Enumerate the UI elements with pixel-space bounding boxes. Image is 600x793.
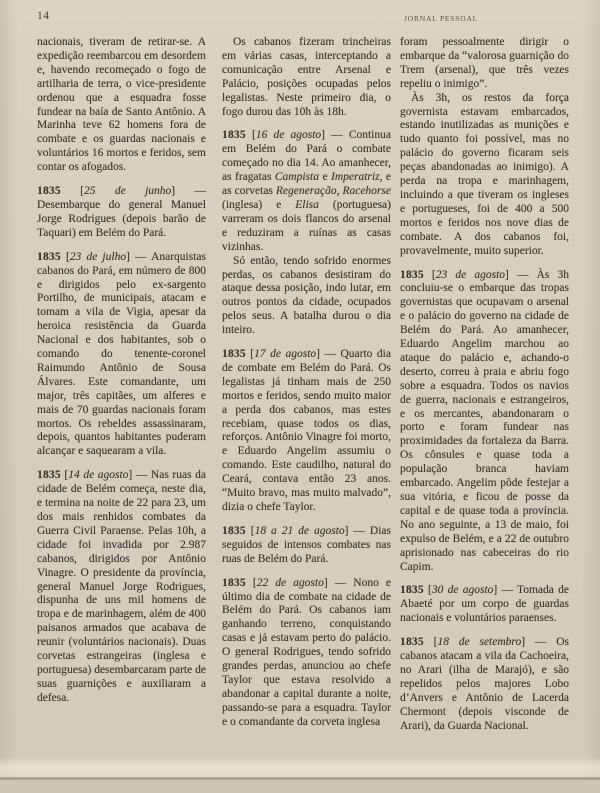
scan-bottom-strip xyxy=(0,780,600,793)
paragraph: foram pessoalmente dirigir o embarque da “valorosa guarnição do Trem (arsenal), que três vezes repeliu o inimigo”. xyxy=(400,36,569,90)
timeline-entry: 1835 [30 de agosto] — Tomada de Abaeté por um corpo de guardas nacionais e voluntários paraenses. xyxy=(400,584,569,625)
paragraph: nacionais, tiveram de retirar-se. A expedição reembarcou em desordem e, havendo recomeçado o fogo de artilharia de terra, o vice-presidente ordenou que a esquadra fosse fundear na baía de Santo Antônio. A Marinha teve 62 homens fora de combate e os guardas nacionais e voluntários 16 mortos e feridos, sem contar os afogados. xyxy=(37,36,206,174)
timeline-entry: 1835 [16 de agosto] — Continua em Belém do Pará o combate começado no dia 14. Ao amanhecer, as fragatas Campista e Imperatriz, e as corvetas Regeneração, Racehorse (inglesa) e Elisa (portuguesa) varreram os dois flancos do arsenal e reduziram a ruínas as casas vizinhas. xyxy=(222,129,391,253)
entry-date: 18 a 21 de agosto xyxy=(254,524,345,537)
timeline-entry: 1835 [18 de setembro] — Os cabanos atacam a vila da Cachoeira, no Arari (ilha de Marajó), e são repelidos pelos majores Lobo d’Anvers e Antônio de Lacerda Chermont (depois visconde de Arari), da Guarda Nacional. xyxy=(400,636,569,732)
entry-year: 1835 xyxy=(400,636,424,649)
running-head: JORNAL PESSOAL xyxy=(404,14,479,23)
entry-year: 1835 xyxy=(400,584,424,597)
entry-year: 1835 xyxy=(400,268,424,281)
text-column-1 xyxy=(37,36,206,706)
entry-year: 1835 xyxy=(222,348,246,361)
timeline-entry: 1835 [17 de agosto] — Quarto dia de combate em Belém do Pará. Os legalistas já tinham mais de 250 mortos e feridos, sendo muito maior a perda dos cabanos, mas estes recebiam, quase todos os dias, reforços. Antônio Vinagre foi morto, e Eduardo Angelim assumiu o comando. Este caudilho, natural do Ceará, contava então 23 anos. “Muito bravo, mas muito malvado”, dizia o chefe Taylor. xyxy=(222,348,391,513)
entry-date: 30 de agosto xyxy=(431,584,494,597)
italic-name: Regeneração xyxy=(275,185,337,198)
entry-date: 18 de setembro xyxy=(437,636,522,649)
entry-year: 1835 xyxy=(37,250,61,263)
entry-date: 14 de agosto xyxy=(68,469,129,482)
timeline-entry: 1835 [23 de julho] — Anarquistas cabanos do Pará, em número de 800 e dirigidos pelo ex-sargento Portilho, de municipais, atacam e tomam a vila de Vigia, apesar da heroica resistência da Guarda Nacional e dos habitantes, sob o comando do tenente-coronel Raimundo Antônio de Sousa Álvares. Este comandante, um major, três capitães, um alferes e mais de 70 guardas nacionais foram mortos. Os rebeldes assassinaram, depois, quantos habitantes puderam alcançar e saquearam a vila. xyxy=(37,250,206,458)
entry-date: 25 de junho xyxy=(84,185,172,198)
paragraph: Os cabanos fizeram trincheiras em várias casas, interceptando a comunicação entre Arsenal e Palácio, posições ocupadas pelos legalistas. Neste primeiro dia, o fogo durou das 10h às 18h. xyxy=(222,36,391,118)
entry-date: 22 de agosto xyxy=(256,576,324,589)
entry-year: 1835 xyxy=(222,576,246,589)
italic-name: Elisa xyxy=(295,198,319,211)
italic-name: Campista xyxy=(274,171,319,184)
entry-year: 1835 xyxy=(222,524,246,537)
entry-year: 1835 xyxy=(37,469,61,482)
text-column-2 xyxy=(222,36,391,730)
entry-date: 23 de julho xyxy=(69,250,127,263)
italic-name: Racehorse xyxy=(342,185,391,198)
text-column-3 xyxy=(400,36,569,734)
scan-light-band xyxy=(0,757,600,777)
entry-date: 23 de agosto xyxy=(435,268,506,281)
entry-date: 16 de agosto xyxy=(255,129,322,142)
timeline-entry: 1835 [18 a 21 de agosto] — Dias seguidos de intensos combates nas ruas de Belém do Pará. xyxy=(222,524,391,565)
timeline-entry: 1835 [25 de junho] — Desembarque do general Manuel Jorge Rodrigues (depois barão de Taquari) em Belém do Pará. xyxy=(37,185,206,239)
timeline-entry: 1835 [23 de agosto] — Às 3h concluiu-se o embarque das tropas governistas que ocupavam o arsenal e o palácio do governo na cidade de Belém do Pará. Ao amanhecer, Eduardo Angelim marchou ao ataque do palácio e, achando-o deserto, correu à praia e abriu fogo sobre a esquadra. Todos os navios de guerra, nacionais e estrangeiros, e os mercantes, abandonaram o porto e foram fundear nas proximidades da fortaleza da Barra. Os cônsules e quase toda a população branca haviam embarcado. Angelim pôde festejar a sua vitória, e ficou de posse da capital e de quase toda a província. No ano seguinte, a 13 de maio, foi expulso de Belém, e a 22 de outubro aprisionado nas cabeceiras do rio Capim. xyxy=(400,268,569,573)
page-number: 14 xyxy=(37,10,50,22)
paragraph: Às 3h, os restos da força governista estavam embarcados, estando inutilizadas as munições e tudo quanto foi possível, mas no palácio do governo ficaram seis peças abandonadas ao inimigo). A perda na tropa e marinhagem, incluindo a que tiveram os ingleses e portugueses, foi de 400 a 500 mortos e feridos nos nove dias de combate. A dos cabanos foi, provavelmente, muito superior. xyxy=(400,91,569,257)
entry-date: 17 de agosto xyxy=(254,348,317,361)
timeline-entry: 1835 [14 de agosto] — Nas ruas da cidade de Belém começa, neste dia, e termina na noite de 22 para 23, um dos mais renhidos combates da Guerra Civil Paraense. Pelas 10h, a cidade foi invadida por 2.987 cabanos, dirigidos por Antônio Vinagre. O presidente da província, general Manuel Jorge Rodrigues, dispunha de uns mil homens de tropa e de marinhagem, além de 400 paisanos armados que acabava de reunir (voluntários nacionais). Duas corvetas estrangeiras (inglesa e portuguesa) desembarcaram parte de suas guarnições e auxiliaram a defesa. xyxy=(37,469,206,704)
timeline-entry: 1835 [22 de agosto] — Nono e último dia de combate na cidade de Belém do Pará. Os cabanos iam ganhando terreno, conquistando casas e já estavam perto do palácio. O general Rodrigues, tendo sofrido grandes perdas, anunciou ao chefe Taylor que estava resolvido a abandonar a capital durante a noite, passando-se para a esquadra. Taylor e o comandante da corveta inglesa xyxy=(222,576,391,728)
entry-year: 1835 xyxy=(222,129,246,142)
paragraph: Só então, tendo sofrido enormes perdas, os cabanos desistiram do ataque dessa posição, indo lutar, em outros pontos da cidade, ocupados pelos seus. A batalha durou o dia inteiro. xyxy=(222,254,391,337)
entry-year: 1835 xyxy=(37,185,61,198)
italic-name: Imperatriz xyxy=(331,171,380,184)
